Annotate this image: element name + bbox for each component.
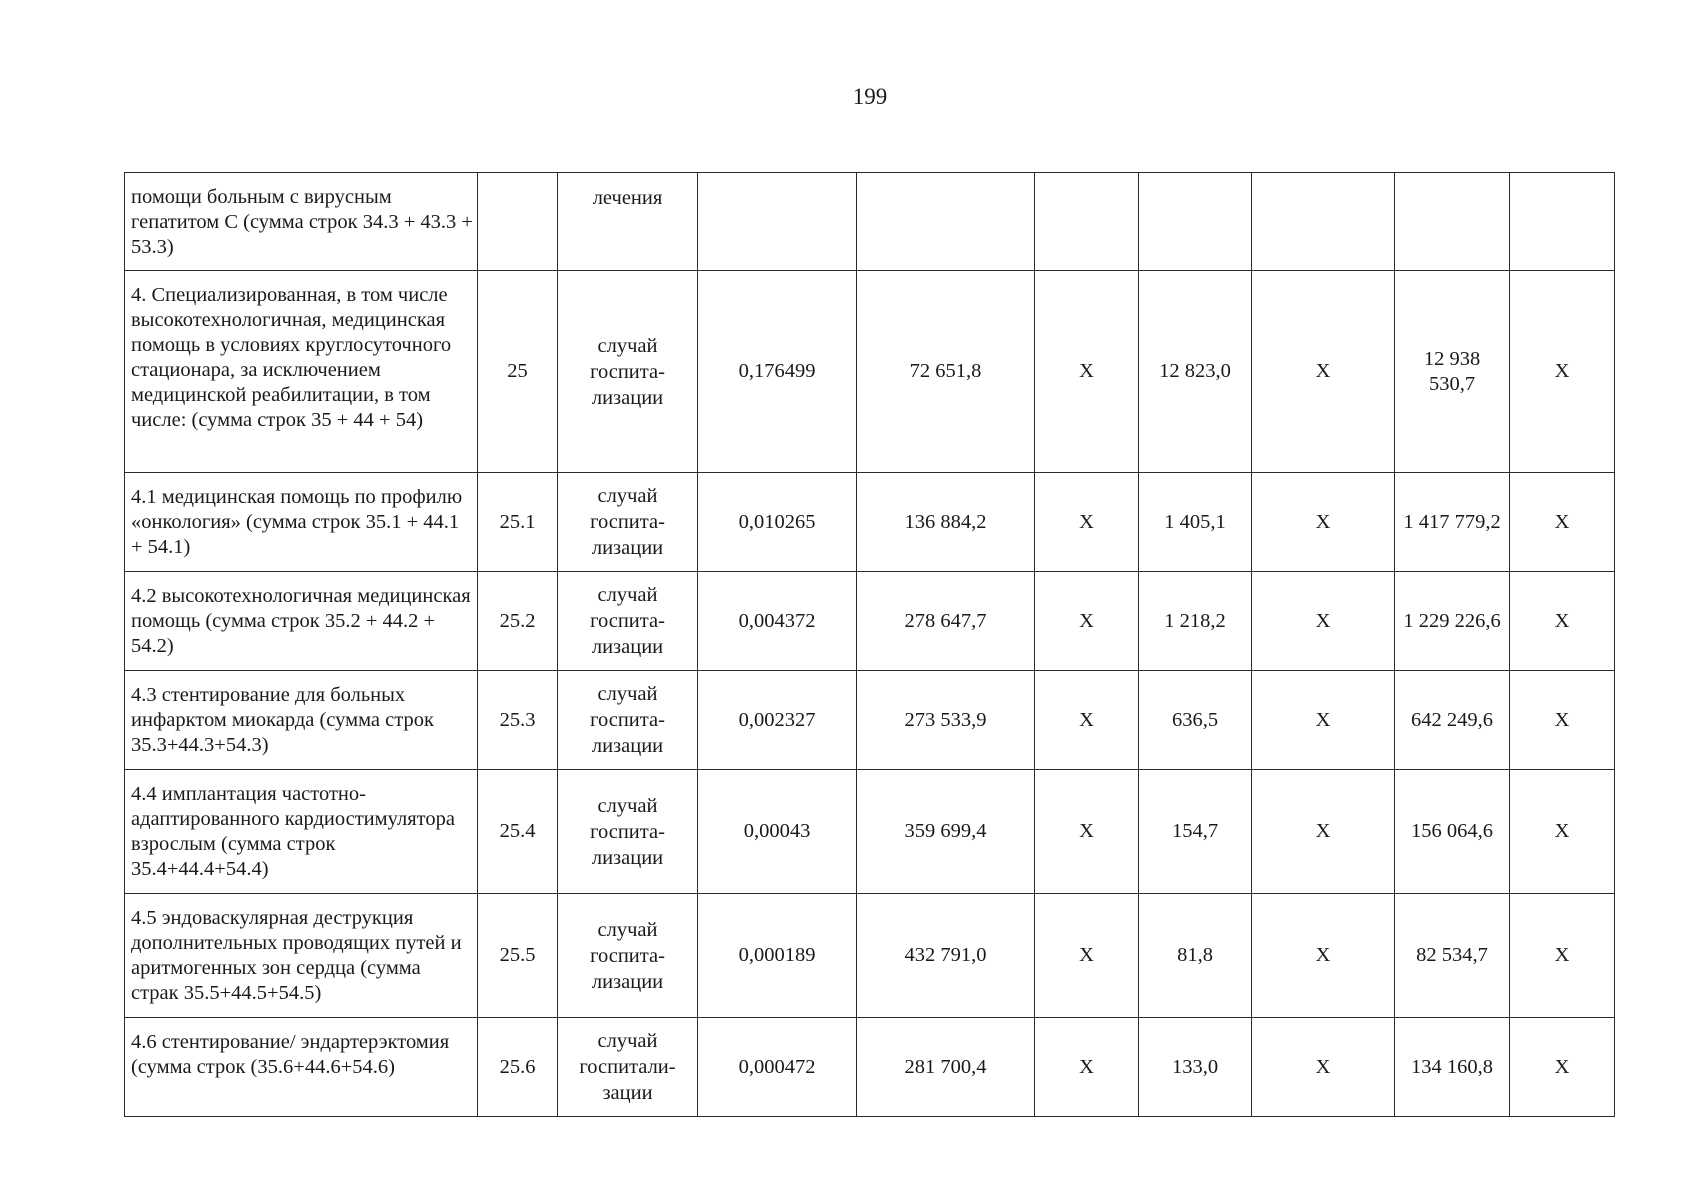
row-description: 4. Специализированная, в том числе высокотехнологичная, медицинская помощь в условиях круглосуточного стационара, за исключением медицинской реабилитации, в том числе: (сумма строк 35 + 44 + 54) xyxy=(125,271,478,473)
row-unit: случай госпита-лизации xyxy=(558,894,698,1018)
row-cost: 136 884,2 xyxy=(857,473,1035,572)
row-number xyxy=(478,173,558,271)
row-unit: случай госпитали-зации xyxy=(558,1018,698,1117)
row-norm: 0,004372 xyxy=(698,572,857,671)
row-col7: 154,7 xyxy=(1139,770,1252,894)
row-col9: 82 534,7 xyxy=(1395,894,1510,1018)
row-col10: X xyxy=(1510,671,1615,770)
row-col10: X xyxy=(1510,473,1615,572)
row-number: 25.2 xyxy=(478,572,558,671)
row-unit: случай госпита-лизации xyxy=(558,572,698,671)
row-norm: 0,002327 xyxy=(698,671,857,770)
row-col9: 12 938 530,7 xyxy=(1395,271,1510,473)
row-col6: X xyxy=(1035,770,1139,894)
row-col10: X xyxy=(1510,1018,1615,1117)
data-table xyxy=(124,172,1615,1117)
row-unit: случай госпита-лизации xyxy=(558,473,698,572)
row-norm: 0,00043 xyxy=(698,770,857,894)
row-number: 25.4 xyxy=(478,770,558,894)
row-col8: X xyxy=(1252,572,1395,671)
page-number: 199 xyxy=(852,84,888,109)
row-col7: 636,5 xyxy=(1139,671,1252,770)
row-col10 xyxy=(1510,173,1615,271)
row-col6 xyxy=(1035,173,1139,271)
row-col8: X xyxy=(1252,1018,1395,1117)
table-row xyxy=(125,473,1615,572)
row-col6: X xyxy=(1035,572,1139,671)
row-description: 4.5 эндоваскулярная деструкция дополнительных проводящих путей и аритмогенных зон сердца (сумма страк 35.5+44.5+54.5) xyxy=(125,894,478,1018)
row-col10: X xyxy=(1510,271,1615,473)
row-col10: X xyxy=(1510,770,1615,894)
table-row xyxy=(125,770,1615,894)
row-description: 4.3 стентирование для больных инфарктом миокарда (сумма строк 35.3+44.3+54.3) xyxy=(125,671,478,770)
row-col6: X xyxy=(1035,671,1139,770)
table-row xyxy=(125,572,1615,671)
table-row xyxy=(125,173,1615,271)
row-col7: 1 405,1 xyxy=(1139,473,1252,572)
row-cost: 281 700,4 xyxy=(857,1018,1035,1117)
row-cost: 359 699,4 xyxy=(857,770,1035,894)
row-col9: 134 160,8 xyxy=(1395,1018,1510,1117)
row-norm: 0,176499 xyxy=(698,271,857,473)
row-description: помощи больным с вирусным гепатитом С (сумма строк 34.3 + 43.3 + 53.3) xyxy=(125,173,478,271)
table-row xyxy=(125,671,1615,770)
row-unit: случай госпита-лизации xyxy=(558,770,698,894)
row-norm: 0,010265 xyxy=(698,473,857,572)
row-col8: X xyxy=(1252,671,1395,770)
row-cost: 72 651,8 xyxy=(857,271,1035,473)
row-col7: 81,8 xyxy=(1139,894,1252,1018)
row-col8 xyxy=(1252,173,1395,271)
row-cost xyxy=(857,173,1035,271)
row-norm: 0,000472 xyxy=(698,1018,857,1117)
row-col7: 133,0 xyxy=(1139,1018,1252,1117)
row-unit: случай госпита-лизации xyxy=(558,271,698,473)
row-number: 25.3 xyxy=(478,671,558,770)
row-col7: 1 218,2 xyxy=(1139,572,1252,671)
row-col8: X xyxy=(1252,271,1395,473)
row-col10: X xyxy=(1510,572,1615,671)
row-col6: X xyxy=(1035,271,1139,473)
row-col8: X xyxy=(1252,473,1395,572)
row-unit: лечения xyxy=(558,173,698,271)
row-description: 4.6 стентирование/ эндартерэктомия (сумма строк (35.6+44.6+54.6) xyxy=(125,1018,478,1117)
row-cost: 273 533,9 xyxy=(857,671,1035,770)
row-col9: 1 417 779,2 xyxy=(1395,473,1510,572)
row-number: 25.5 xyxy=(478,894,558,1018)
row-col6: X xyxy=(1035,894,1139,1018)
row-cost: 278 647,7 xyxy=(857,572,1035,671)
row-number: 25.6 xyxy=(478,1018,558,1117)
row-col7: 12 823,0 xyxy=(1139,271,1252,473)
table-row xyxy=(125,271,1615,473)
row-col8: X xyxy=(1252,894,1395,1018)
row-col9: 642 249,6 xyxy=(1395,671,1510,770)
row-col8: X xyxy=(1252,770,1395,894)
row-number: 25.1 xyxy=(478,473,558,572)
row-norm: 0,000189 xyxy=(698,894,857,1018)
row-col7 xyxy=(1139,173,1252,271)
table-row xyxy=(125,894,1615,1018)
row-description: 4.2 высокотехнологичная медицинская помощь (сумма строк 35.2 + 44.2 + 54.2) xyxy=(125,572,478,671)
row-col6: X xyxy=(1035,473,1139,572)
row-unit: случай госпита-лизации xyxy=(558,671,698,770)
row-col10: X xyxy=(1510,894,1615,1018)
row-cost: 432 791,0 xyxy=(857,894,1035,1018)
row-description: 4.4 имплантация частотно-адаптированного кардиостимулятора взрослым (сумма строк 35.4+44.4+54.4) xyxy=(125,770,478,894)
row-col6: X xyxy=(1035,1018,1139,1117)
table-row xyxy=(125,1018,1615,1117)
row-col9: 156 064,6 xyxy=(1395,770,1510,894)
row-number: 25 xyxy=(478,271,558,473)
row-col9: 1 229 226,6 xyxy=(1395,572,1510,671)
row-description: 4.1 медицинская помощь по профилю «онкология» (сумма строк 35.1 + 44.1 + 54.1) xyxy=(125,473,478,572)
row-norm xyxy=(698,173,857,271)
row-col9 xyxy=(1395,173,1510,271)
